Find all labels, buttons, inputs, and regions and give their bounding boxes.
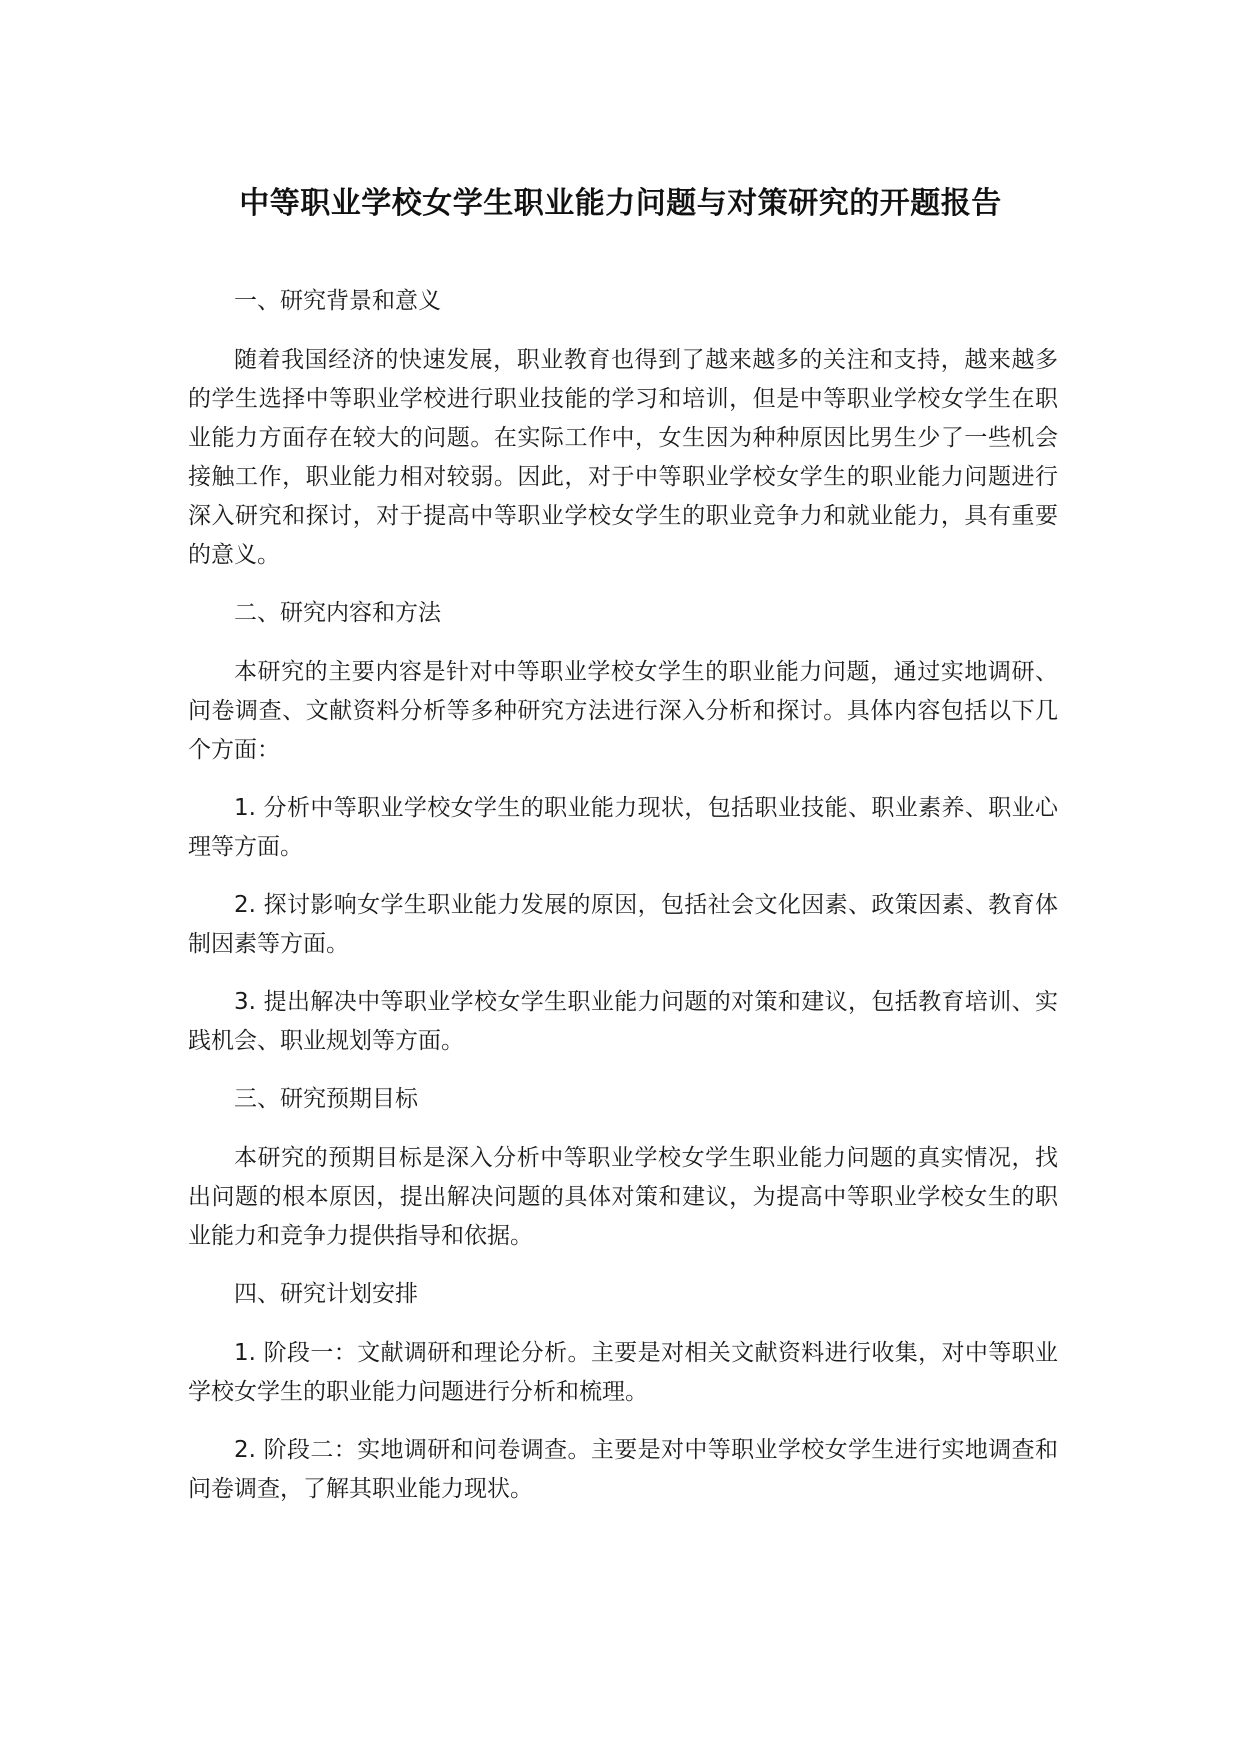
list-item-content-3: 3. 提出解决中等职业学校女学生职业能力问题的对策和建议，包括教育培训、实践机会、职业规划等方面。 — [188, 989, 1058, 1054]
document-title: 中等职业学校女学生职业能力问题与对策研究的开题报告 — [239, 186, 1002, 221]
paragraph-background: 随着我国经济的快速发展，职业教育也得到了越来越多的关注和支持，越来越多的学生选择中等职业学校进行职业技能的学习和培训，但是中等职业学校女学生在职业能力方面存在较大的问题。在实际工作中，女生因为种种原因比男生少了一些机会接触工作，职业能力相对较弱。因此，对于中等职业学校女学生的职业能力问题进行深入研究和探讨，对于提高中等职业学校女学生的职业竞争力和就业能力，具有重要的意义。 — [188, 347, 1058, 568]
list-item-plan-1: 1. 阶段一：文献调研和理论分析。主要是对相关文献资料进行收集，对中等职业学校女学生的职业能力问题进行分析和梳理。 — [188, 1340, 1058, 1405]
section-heading-goals: 三、研究预期目标 — [234, 1086, 418, 1112]
section-heading-content-methods: 二、研究内容和方法 — [234, 600, 441, 626]
list-item-content-1: 1. 分析中等职业学校女学生的职业能力现状，包括职业技能、职业素养、职业心理等方面。 — [188, 795, 1058, 860]
section-heading-plan: 四、研究计划安排 — [234, 1281, 418, 1307]
paragraph-content-methods: 本研究的主要内容是针对中等职业学校女学生的职业能力问题，通过实地调研、问卷调查、文献资料分析等多种研究方法进行深入分析和探讨。具体内容包括以下几个方面： — [188, 659, 1058, 763]
section-heading-background: 一、研究背景和意义 — [234, 288, 441, 314]
paragraph-goals: 本研究的预期目标是深入分析中等职业学校女学生职业能力问题的真实情况，找出问题的根本原因，提出解决问题的具体对策和建议，为提高中等职业学校女生的职业能力和竞争力提供指导和依据。 — [188, 1145, 1058, 1249]
document-body — [188, 282, 1058, 1528]
list-item-content-2: 2. 探讨影响女学生职业能力发展的原因，包括社会文化因素、政策因素、教育体制因素等方面。 — [188, 892, 1058, 957]
list-item-plan-2: 2. 阶段二：实地调研和问卷调查。主要是对中等职业学校女学生进行实地调查和问卷调查，了解其职业能力现状。 — [188, 1437, 1058, 1502]
